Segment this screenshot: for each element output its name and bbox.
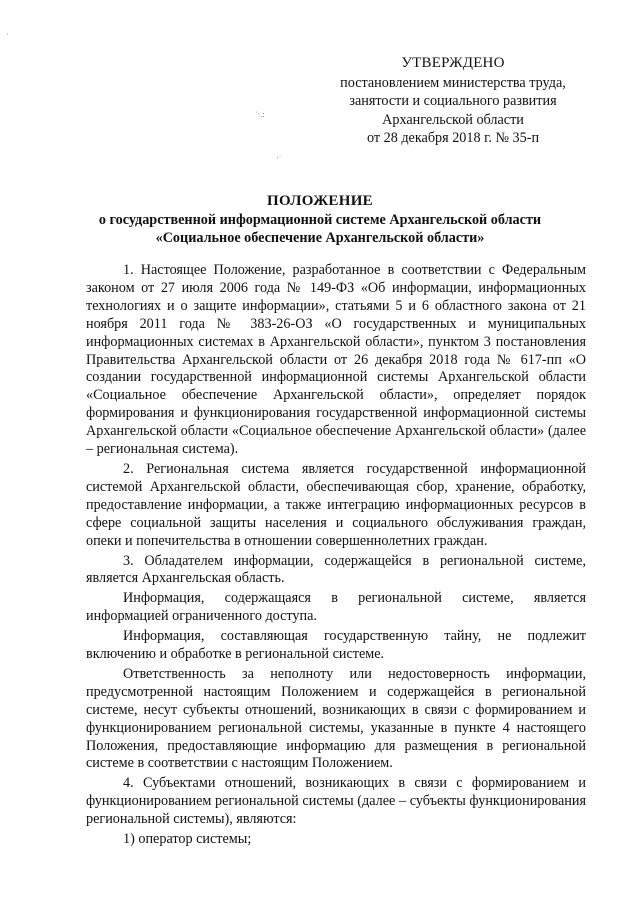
paragraph-4: 4. Субъектами отношений, возникающих в связи с формированием и функционированием региональной системы (далее – субъекты функционирования региональной системы), являются: <box>86 775 586 828</box>
paragraph-1: 1. Настоящее Положение, разработанное в соответствии с Федеральным законом от 27 июля 2006 года № 149-ФЗ «Об информации, информационных технологиях и о защите информации», статьями 5 и 6 областного закона от 21 ноября 2011 года № 383-26-ОЗ «О государственных и муниципальных информационных системах в Архангельской области», пунктом 3 постановления Правительства Архангельской области от 26 декабря 2018 года № 617-пп «О создании государственной информационной системы Архангельской области «Социальное обеспечение Архангельской области», определяет порядок формирования и функционирования государственной информационной системы Архангельской области «Социальное обеспечение Архангельской области» (далее – региональная система). <box>86 262 586 458</box>
scan-speck: · <box>6 30 9 39</box>
approval-block <box>318 54 588 148</box>
approval-line: занятости и социального развития <box>349 93 557 110</box>
approval-line: от 28 декабря 2018 г. № 35-п <box>366 130 540 147</box>
approval-stamp: УТВЕРЖДЕНО <box>401 55 505 71</box>
document-title <box>70 192 570 248</box>
list-item: 1) оператор системы; <box>123 831 252 848</box>
scan-speck: ·˙ <box>276 154 282 163</box>
paragraph-3-info: Информация, содержащаяся в региональной системе, является информацией ограниченного доступа. <box>86 590 586 625</box>
paragraph-3-secret: Информация, составляющая государственную тайну, не подлежит включению и обработке в региональной системе. <box>86 628 586 663</box>
approval-line: постановлением министерства труда, <box>340 74 566 91</box>
title-line: о государственной информационной системе Архангельской области <box>98 211 542 228</box>
title-main: ПОЛОЖЕНИЕ <box>267 193 373 209</box>
approval-line: Архангельской области <box>382 111 524 128</box>
scan-speck: ˙·.: <box>255 110 265 119</box>
paragraph-3-responsibility: Ответственность за неполноту или недостоверность информации, предусмотренной настоящим Положением и содержащейся в региональной системе, несут субъекты отношений, возникающих в связи с формированием и функционированием региональной системы, указанные в пункте 4 настоящего Положения, предоставляющие информацию для размещения в региональной системе в соответствии с настоящим Положением. <box>86 665 586 772</box>
title-line: «Социальное обеспечение Архангельской области» <box>155 230 485 247</box>
paragraph-2: 2. Региональная система является государственной информационной системой Архангельской области, обеспечивающая сбор, хранение, обработку, предоставление информации, а также интеграцию информационных ресурсов в сфере социальной защиты населения и социального обслуживания граждан, опеки и попечительства в отношении совершеннолетних граждан. <box>86 460 586 549</box>
paragraph-3: 3. Обладателем информации, содержащейся в региональной системе, является Архангельская область. <box>86 552 586 587</box>
document-body <box>86 262 586 851</box>
